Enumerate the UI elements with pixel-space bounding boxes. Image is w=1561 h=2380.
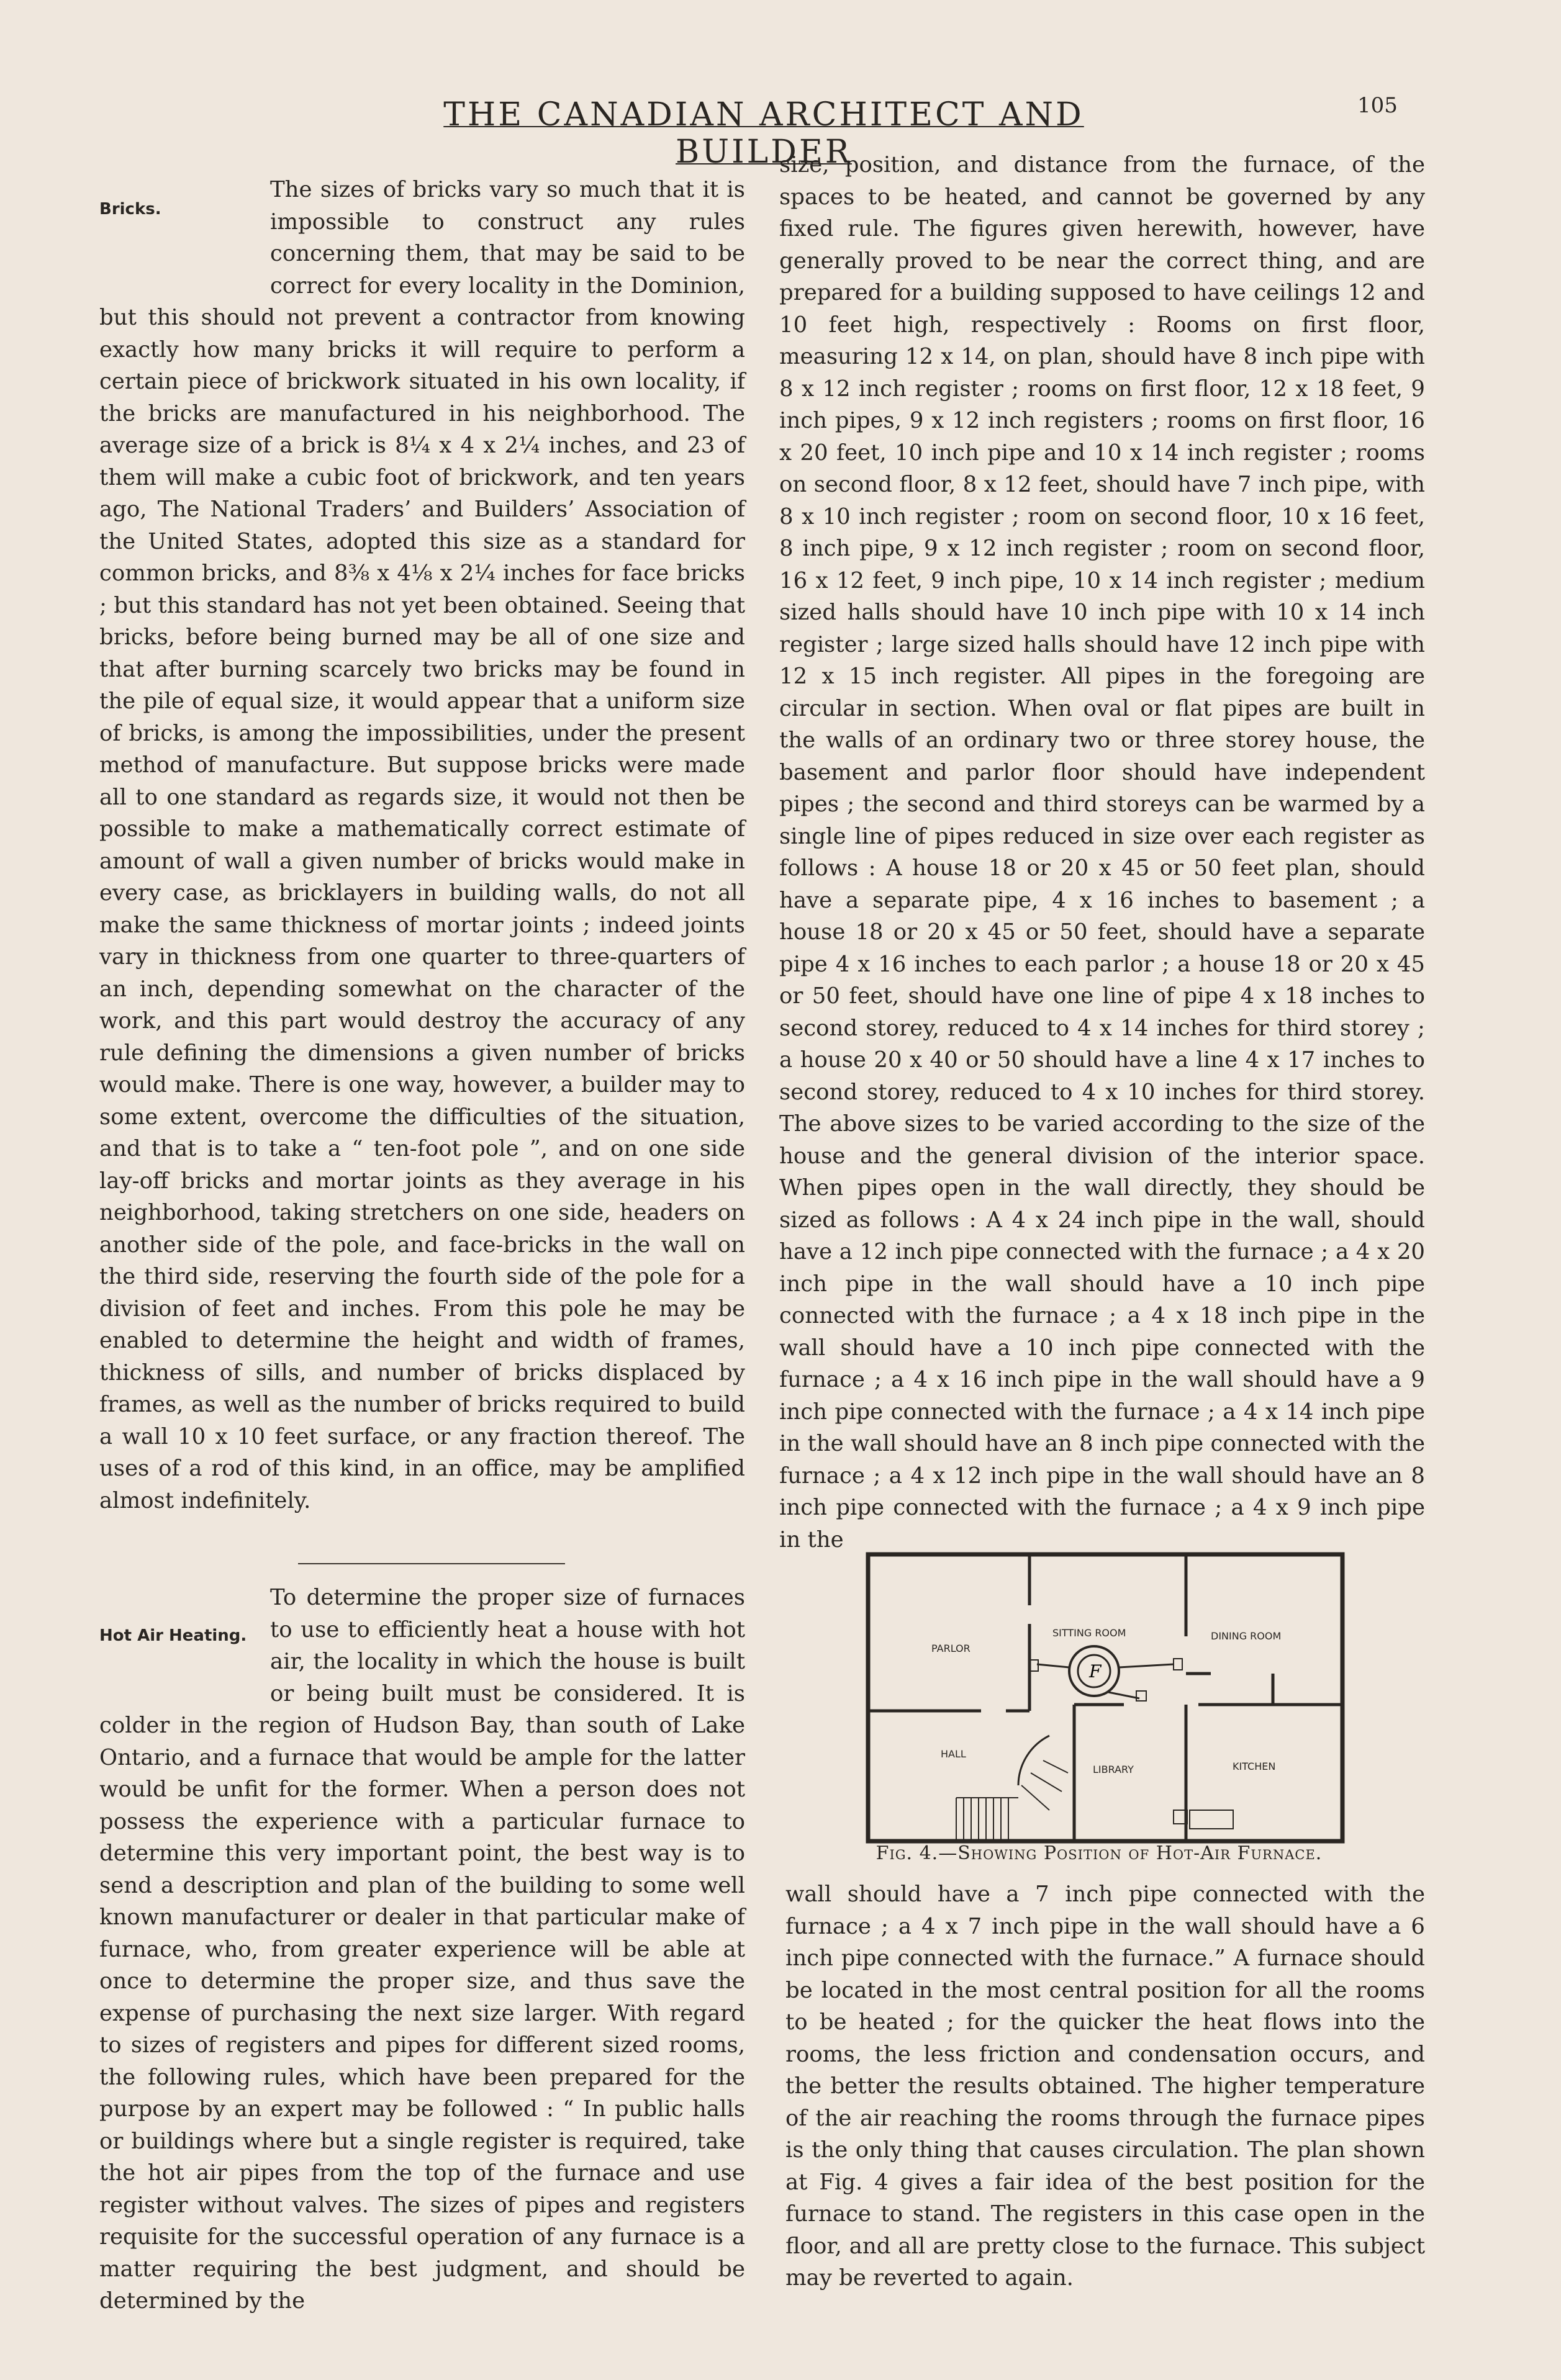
bricks-section [99, 174, 745, 1517]
right-column-continuation [785, 1878, 1425, 2294]
running-title: THE CANADIAN ARCHITECT AND BUILDER [443, 96, 1084, 171]
figure-caption: Fig. 4.—Showing Position of Hot-Air Furnace. [876, 1842, 1323, 1864]
furnace-floor-plan [863, 1549, 1347, 1846]
room-label-library: LIBRARY [1093, 1764, 1134, 1775]
right-column [779, 149, 1425, 1556]
stair-treads [956, 1760, 1068, 1841]
furnace-mark: F [1089, 1661, 1102, 1682]
kitchen-sink [1190, 1810, 1233, 1829]
bricks-paragraph: The sizes of bricks vary so much that it is impossible to construct any rules concerning them, that may be said to be correct for every locality in the Dominion, but this should not prevent a contractor from knowing exactly how many bricks it will require to perform a certain piece of brickwork situated in his own locality, if the bricks are manufactured in his neighborhood. The average size of a brick is 8¼ x 4 x 2¼ inches, and 23 of them will make a cubic foot of brickwork, and ten years ago, The National Traders’ and Builders’ Association of the United States, adopted this size as a standard for common bricks, and 8⅜ x 4⅛ x 2¼ inches for face bricks ; but this standard has not yet been obtained. Seeing that bricks, before being burned may be all of one size and that after burning scarcely two bricks may be found in the pile of equal size, it would appear that a uniform size of bricks, is among the impossibilities, under the present method of manufacture. But suppose bricks were made all to one standard as regards size, it would not then be possible to make a mathematically correct estimate of amount of wall a given number of bricks would make in every case, as bricklayers in building walls, do not all make the same thickness of mortar joints ; indeed joints vary in thickness from one quarter to three-quarters of an inch, depending somewhat on the character of the work, and this part would destroy the accuracy of any rule defining the dimensions a given number of bricks would make. There is one way, however, a builder may to some extent, overcome the difficulties of the situation, and that is to take a “ ten-foot pole ”, and on one side lay-off bricks and mortar joints as they average in his neighborhood, taking stretchers on one side, headers on another side of the pole, and face-bricks in the wall on the third side, reserving the fourth side of the pole for a division of feet and inches. From this pole he may be enabled to determine the height and width of frames, thickness of sills, and number of bricks displaced by frames, as well as the number of bricks required to build a wall 10 x 10 feet surface, or any fraction thereof. The uses of a rod of this kind, in an office, may be amplified almost indefinitely. [99, 177, 745, 1513]
room-label-dining-room: DINING ROOM [1211, 1630, 1282, 1642]
section-divider [298, 1563, 565, 1564]
register-library [1136, 1691, 1146, 1701]
page-number: 105 [1357, 93, 1398, 118]
bricks-side-head: Bricks. [99, 200, 161, 219]
room-label-hall: HALL [941, 1748, 966, 1760]
heating-section [99, 1582, 745, 2317]
stair-curve [1018, 1736, 1049, 1785]
floor-plan-drawing [863, 1549, 1347, 1846]
right-column-continuation-paragraph: wall should have a 7 inch pipe connected with the furnace ; a 4 x 7 inch pipe in the wall should have a 6 inch pipe connected with the furnace.” A furnace should be located in the most central position for all the rooms to be heated ; for the quicker the heat flows into the rooms, the less friction and condensation occurs, and the better the results obtained. The higher temperature of the air reaching the rooms through the furnace pipes is the only thing that causes circulation. The plan shown at Fig. 4 gives a fair idea of the best position for the furnace to stand. The registers in this case open in the floor, and all are pretty close to the furnace. This subject may be reverted to again. [785, 1882, 1425, 2291]
right-column-paragraph: size, position, and distance from the furnace, of the spaces to be heated, and cannot be governed by any fixed rule. The figures given herewith, however, have generally proved to be near the correct thing, and are prepared for a building supposed to have ceilings 12 and 10 feet high, respectively : Rooms on first floor, measuring 12 x 14, on plan, should have 8 inch pipe with 8 x 12 inch register ; rooms on first floor, 12 x 18 feet, 9 inch pipes, 9 x 12 inch registers ; rooms on first floor, 16 x 20 feet, 10 inch pipe and 10 x 14 inch register ; rooms on second floor, 8 x 12 feet, should have 7 inch pipe, with 8 x 10 inch register ; room on second floor, 10 x 16 feet, 8 inch pipe, 9 x 12 inch register ; room on second floor, 16 x 12 feet, 9 inch pipe, 10 x 14 inch register ; medium sized halls should have 10 inch pipe with 10 x 14 inch register ; large sized halls should have 12 inch pipe with 12 x 15 inch register. All pipes in the foregoing are circular in section. When oval or flat pipes are built in the walls of an ordinary two or three storey house, the basement and parlor floor should have independent pipes ; the second and third storeys can be warmed by a single line of pipes reduced in size over each register as follows : A house 18 or 20 x 45 or 50 feet plan, should have a separate pipe, 4 x 16 inches to basement ; a house 18 or 20 x 45 or 50 feet, should have a separate pipe 4 x 16 inches to each parlor ; a house 18 or 20 x 45 or 50 feet, should have one line of pipe 4 x 18 inches to second storey, reduced to 4 x 14 inches for third storey ; a house 20 x 40 or 50 should have a line 4 x 17 inches to second storey, reduced to 4 x 10 inches for third storey. The above sizes to be varied according to the size of the house and the general division of the interior space. When pipes open in the wall directly, they should be sized as follows : A 4 x 24 inch pipe in the wall, should have a 12 inch pipe connected with the furnace ; a 4 x 20 inch pipe in the wall should have a 10 inch pipe connected with the furnace ; a 4 x 18 inch pipe in the wall should have a 10 inch pipe connected with the furnace ; a 4 x 16 inch pipe in the wall should have a 9 inch pipe connected with the furnace ; a 4 x 14 inch pipe in the wall should have an 8 inch pipe connected with the furnace ; a 4 x 12 inch pipe in the wall should have an 8 inch pipe connected with the furnace ; a 4 x 9 inch pipe in the [779, 152, 1425, 1553]
heating-paragraph: To determine the proper size of furnaces to use to efficiently heat a house with hot air, the locality in which the house is built or being built must be considered. It is colder in the region of Hudson Bay, than south of Lake Ontario, and a furnace that would be ample for the latter would be unfit for the former. When a person does not possess the experience with a particular furnace to determine this very important point, the best way is to send a description and plan of the building to some well known manufacturer or dealer in that particular make of furnace, who, from greater experience will be able at once to determine the proper size, and thus save the expense of purchasing the next size larger. With regard to sizes of registers and pipes for different sized rooms, the following rules, which have been prepared for the purpose by an expert may be followed : “ In public halls or buildings where but a single register is required, take the hot air pipes from the top of the furnace and use register without valves. The sizes of pipes and registers requisite for the successful operation of any furnace is a matter requiring the best judgment, and should be determined by the [99, 1585, 745, 2314]
room-label-parlor: PARLOR [931, 1643, 971, 1654]
room-label-sitting-room: SITTING ROOM [1052, 1627, 1126, 1639]
heating-side-head: Hot Air Heating. [99, 1626, 247, 1645]
pipe-library [1108, 1692, 1139, 1698]
outer-wall [868, 1554, 1342, 1841]
pipe-parlor [1037, 1664, 1069, 1667]
pipe-dining [1119, 1664, 1174, 1667]
room-label-kitchen: KITCHEN [1233, 1760, 1276, 1772]
register-dining [1174, 1659, 1182, 1670]
